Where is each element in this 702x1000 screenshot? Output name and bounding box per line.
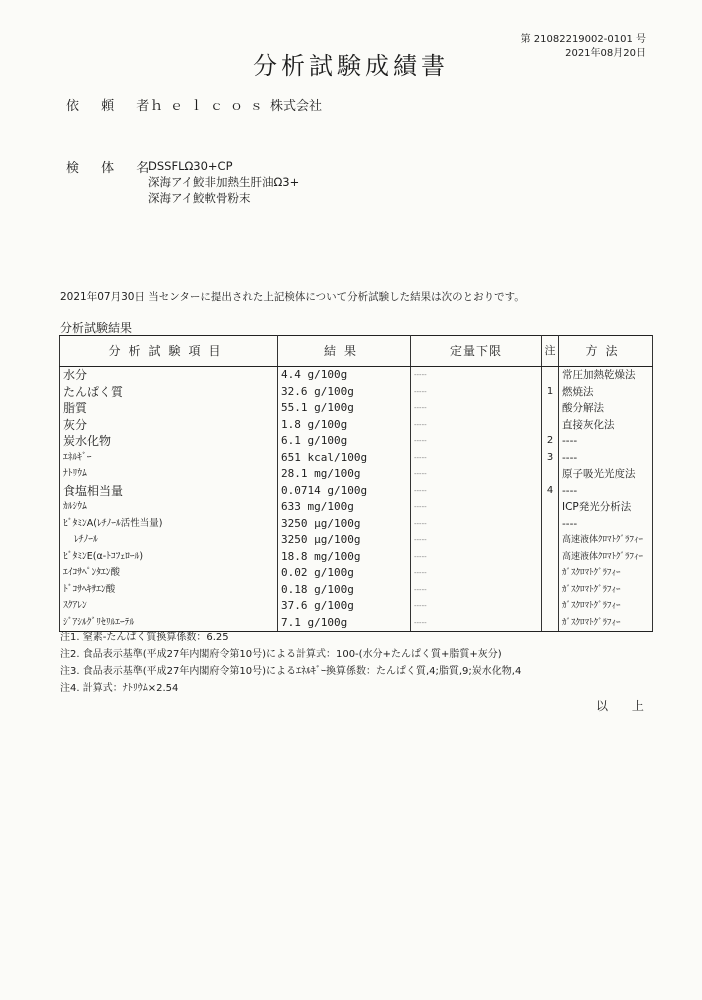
header-lod: 定量下限 <box>411 336 542 367</box>
item-cell: 炭水化物 <box>60 433 278 450</box>
result-cell: 18.8 mg/100g <box>278 549 411 566</box>
method-cell: 高速液体ｸﾛﾏﾄｸﾞﾗﾌｨｰ <box>559 532 653 549</box>
document-title: 分析試験成績書 <box>253 52 449 80</box>
result-cell: 0.18 g/100g <box>278 582 411 599</box>
header-method: 方法 <box>559 336 653 367</box>
intro-text: 2021年07月30日 当センターに提出された上記検体について分析試験した結果は次のとおりです。 <box>60 291 525 303</box>
item-cell: ﾅﾄﾘｳﾑ <box>60 466 278 483</box>
table-row <box>60 582 653 599</box>
lod-cell: ----- <box>411 565 542 582</box>
method-cell: ｶﾞｽｸﾛﾏﾄｸﾞﾗﾌｨｰ <box>559 615 653 632</box>
table-row <box>60 516 653 533</box>
method-cell: ｶﾞｽｸﾛﾏﾄｸﾞﾗﾌｨｰ <box>559 598 653 615</box>
note-cell <box>542 499 559 516</box>
result-cell: 633 mg/100g <box>278 499 411 516</box>
note-cell <box>542 549 559 566</box>
header-result: 結果 <box>278 336 411 367</box>
result-cell: 55.1 g/100g <box>278 400 411 417</box>
closing-mark: 以 上 <box>596 699 654 713</box>
note-cell <box>542 582 559 599</box>
method-cell: 常圧加熱乾燥法 <box>559 367 653 384</box>
issue-date: 2021年08月20日 <box>565 48 646 59</box>
result-cell: 37.6 g/100g <box>278 598 411 615</box>
note-cell: 3 <box>542 450 559 467</box>
lod-cell: ----- <box>411 400 542 417</box>
item-cell: ｼﾞｱｼﾙｸﾞﾘｾﾘﾙｴｰﾃﾙ <box>60 615 278 632</box>
sample-name-line: 深海アイ鮫非加熱生肝油Ω3+ <box>148 175 300 189</box>
item-cell: ｶﾙｼｳﾑ <box>60 499 278 516</box>
section-title: 分析試験結果 <box>60 321 133 335</box>
item-cell: ﾋﾞﾀﾐﾝA(ﾚﾁﾉｰﾙ活性当量) <box>60 516 278 533</box>
lod-cell: ----- <box>411 582 542 599</box>
item-cell: ﾚﾁﾉｰﾙ <box>60 532 278 549</box>
footnote: 注1. 窒素-たんぱく質換算係数：6.25 <box>60 632 229 643</box>
item-cell: ｴｲｺｻﾍﾟﾝﾀｴﾝ酸 <box>60 565 278 582</box>
method-cell: ｶﾞｽｸﾛﾏﾄｸﾞﾗﾌｨｰ <box>559 582 653 599</box>
result-cell: 32.6 g/100g <box>278 384 411 401</box>
result-cell: 0.0714 g/100g <box>278 483 411 500</box>
item-cell: 脂質 <box>60 400 278 417</box>
note-cell <box>542 367 559 384</box>
header-note: 注 <box>542 336 559 367</box>
item-cell: たんぱく質 <box>60 384 278 401</box>
lod-cell: ----- <box>411 433 542 450</box>
client-name-suffix: 株式会社 <box>270 99 323 114</box>
item-cell: 水分 <box>60 367 278 384</box>
method-cell: ｶﾞｽｸﾛﾏﾄｸﾞﾗﾌｨｰ <box>559 565 653 582</box>
method-cell: 高速液体ｸﾛﾏﾄｸﾞﾗﾌｨｰ <box>559 549 653 566</box>
lod-cell: ----- <box>411 483 542 500</box>
item-cell: 灰分 <box>60 417 278 434</box>
method-cell: ---- <box>559 483 653 500</box>
client-name-latin: ｈｅｌｃｏｓ <box>150 99 271 114</box>
client-label: 依 頼 者 <box>66 99 159 114</box>
note-cell <box>542 516 559 533</box>
sample-name-line: 深海アイ鮫軟骨粉末 <box>148 191 251 205</box>
result-cell: 0.02 g/100g <box>278 565 411 582</box>
table-row <box>60 384 653 401</box>
table-row <box>60 433 653 450</box>
result-cell: 651 kcal/100g <box>278 450 411 467</box>
footnote: 注3. 食品表示基準(平成27年内閣府令第10号)によるｴﾈﾙｷﾞｰ換算係数：たんぱく質,4;脂質,9;炭水化物,4 <box>60 666 522 677</box>
result-cell: 28.1 mg/100g <box>278 466 411 483</box>
note-cell <box>542 565 559 582</box>
lod-cell: ----- <box>411 598 542 615</box>
note-cell: 4 <box>542 483 559 500</box>
table-row <box>60 466 653 483</box>
method-cell: 燃焼法 <box>559 384 653 401</box>
item-cell: ｴﾈﾙｷﾞｰ <box>60 450 278 467</box>
lod-cell: ----- <box>411 417 542 434</box>
item-cell: ｽｸｱﾚﾝ <box>60 598 278 615</box>
lod-cell: ----- <box>411 549 542 566</box>
method-cell: 直接灰化法 <box>559 417 653 434</box>
table-row <box>60 417 653 434</box>
sample-names <box>148 158 299 206</box>
note-cell <box>542 417 559 434</box>
client-name <box>150 95 322 114</box>
lod-cell: ----- <box>411 499 542 516</box>
results-body <box>60 367 653 632</box>
note-cell <box>542 400 559 417</box>
method-cell: 酸分解法 <box>559 400 653 417</box>
result-cell: 6.1 g/100g <box>278 433 411 450</box>
table-row <box>60 598 653 615</box>
method-cell: 原子吸光光度法 <box>559 466 653 483</box>
table-row <box>60 400 653 417</box>
result-cell: 1.8 g/100g <box>278 417 411 434</box>
note-cell: 1 <box>542 384 559 401</box>
item-cell: 食塩相当量 <box>60 483 278 500</box>
sample-name-line: DSSFLΩ30+CP <box>148 159 233 173</box>
table-row <box>60 565 653 582</box>
footnote: 注4. 計算式：ﾅﾄﾘｳﾑ×2.54 <box>60 683 179 694</box>
footnote: 注2. 食品表示基準(平成27年内閣府令第10号)による計算式：100-(水分+たんぱく質+脂質+灰分) <box>60 649 502 660</box>
table-row <box>60 549 653 566</box>
result-cell: 7.1 g/100g <box>278 615 411 632</box>
item-cell: ﾄﾞｺｻﾍｷｻｴﾝ酸 <box>60 582 278 599</box>
result-cell: 4.4 g/100g <box>278 367 411 384</box>
result-cell: 3250 μg/100g <box>278 516 411 533</box>
method-cell: ---- <box>559 450 653 467</box>
method-cell: ICP発光分析法 <box>559 499 653 516</box>
note-cell <box>542 532 559 549</box>
lod-cell: ----- <box>411 367 542 384</box>
header-item: 分析試験項目 <box>60 336 278 367</box>
table-row <box>60 532 653 549</box>
note-cell: 2 <box>542 433 559 450</box>
note-cell <box>542 598 559 615</box>
method-cell: ---- <box>559 516 653 533</box>
note-cell <box>542 615 559 632</box>
lod-cell: ----- <box>411 532 542 549</box>
lod-cell: ----- <box>411 516 542 533</box>
lod-cell: ----- <box>411 384 542 401</box>
lod-cell: ----- <box>411 466 542 483</box>
sample-label: 検 体 名 <box>66 161 159 176</box>
table-row <box>60 483 653 500</box>
result-cell: 3250 μg/100g <box>278 532 411 549</box>
table-row <box>60 450 653 467</box>
table-header-row <box>60 336 653 367</box>
report-number: 第 21082219002-0101 号 <box>520 34 646 45</box>
results-table <box>59 335 653 632</box>
table-row <box>60 367 653 384</box>
table-row <box>60 499 653 516</box>
lod-cell: ----- <box>411 615 542 632</box>
item-cell: ﾋﾞﾀﾐﾝE(α-ﾄｺﾌｪﾛｰﾙ) <box>60 549 278 566</box>
method-cell: ---- <box>559 433 653 450</box>
lod-cell: ----- <box>411 450 542 467</box>
note-cell <box>542 466 559 483</box>
